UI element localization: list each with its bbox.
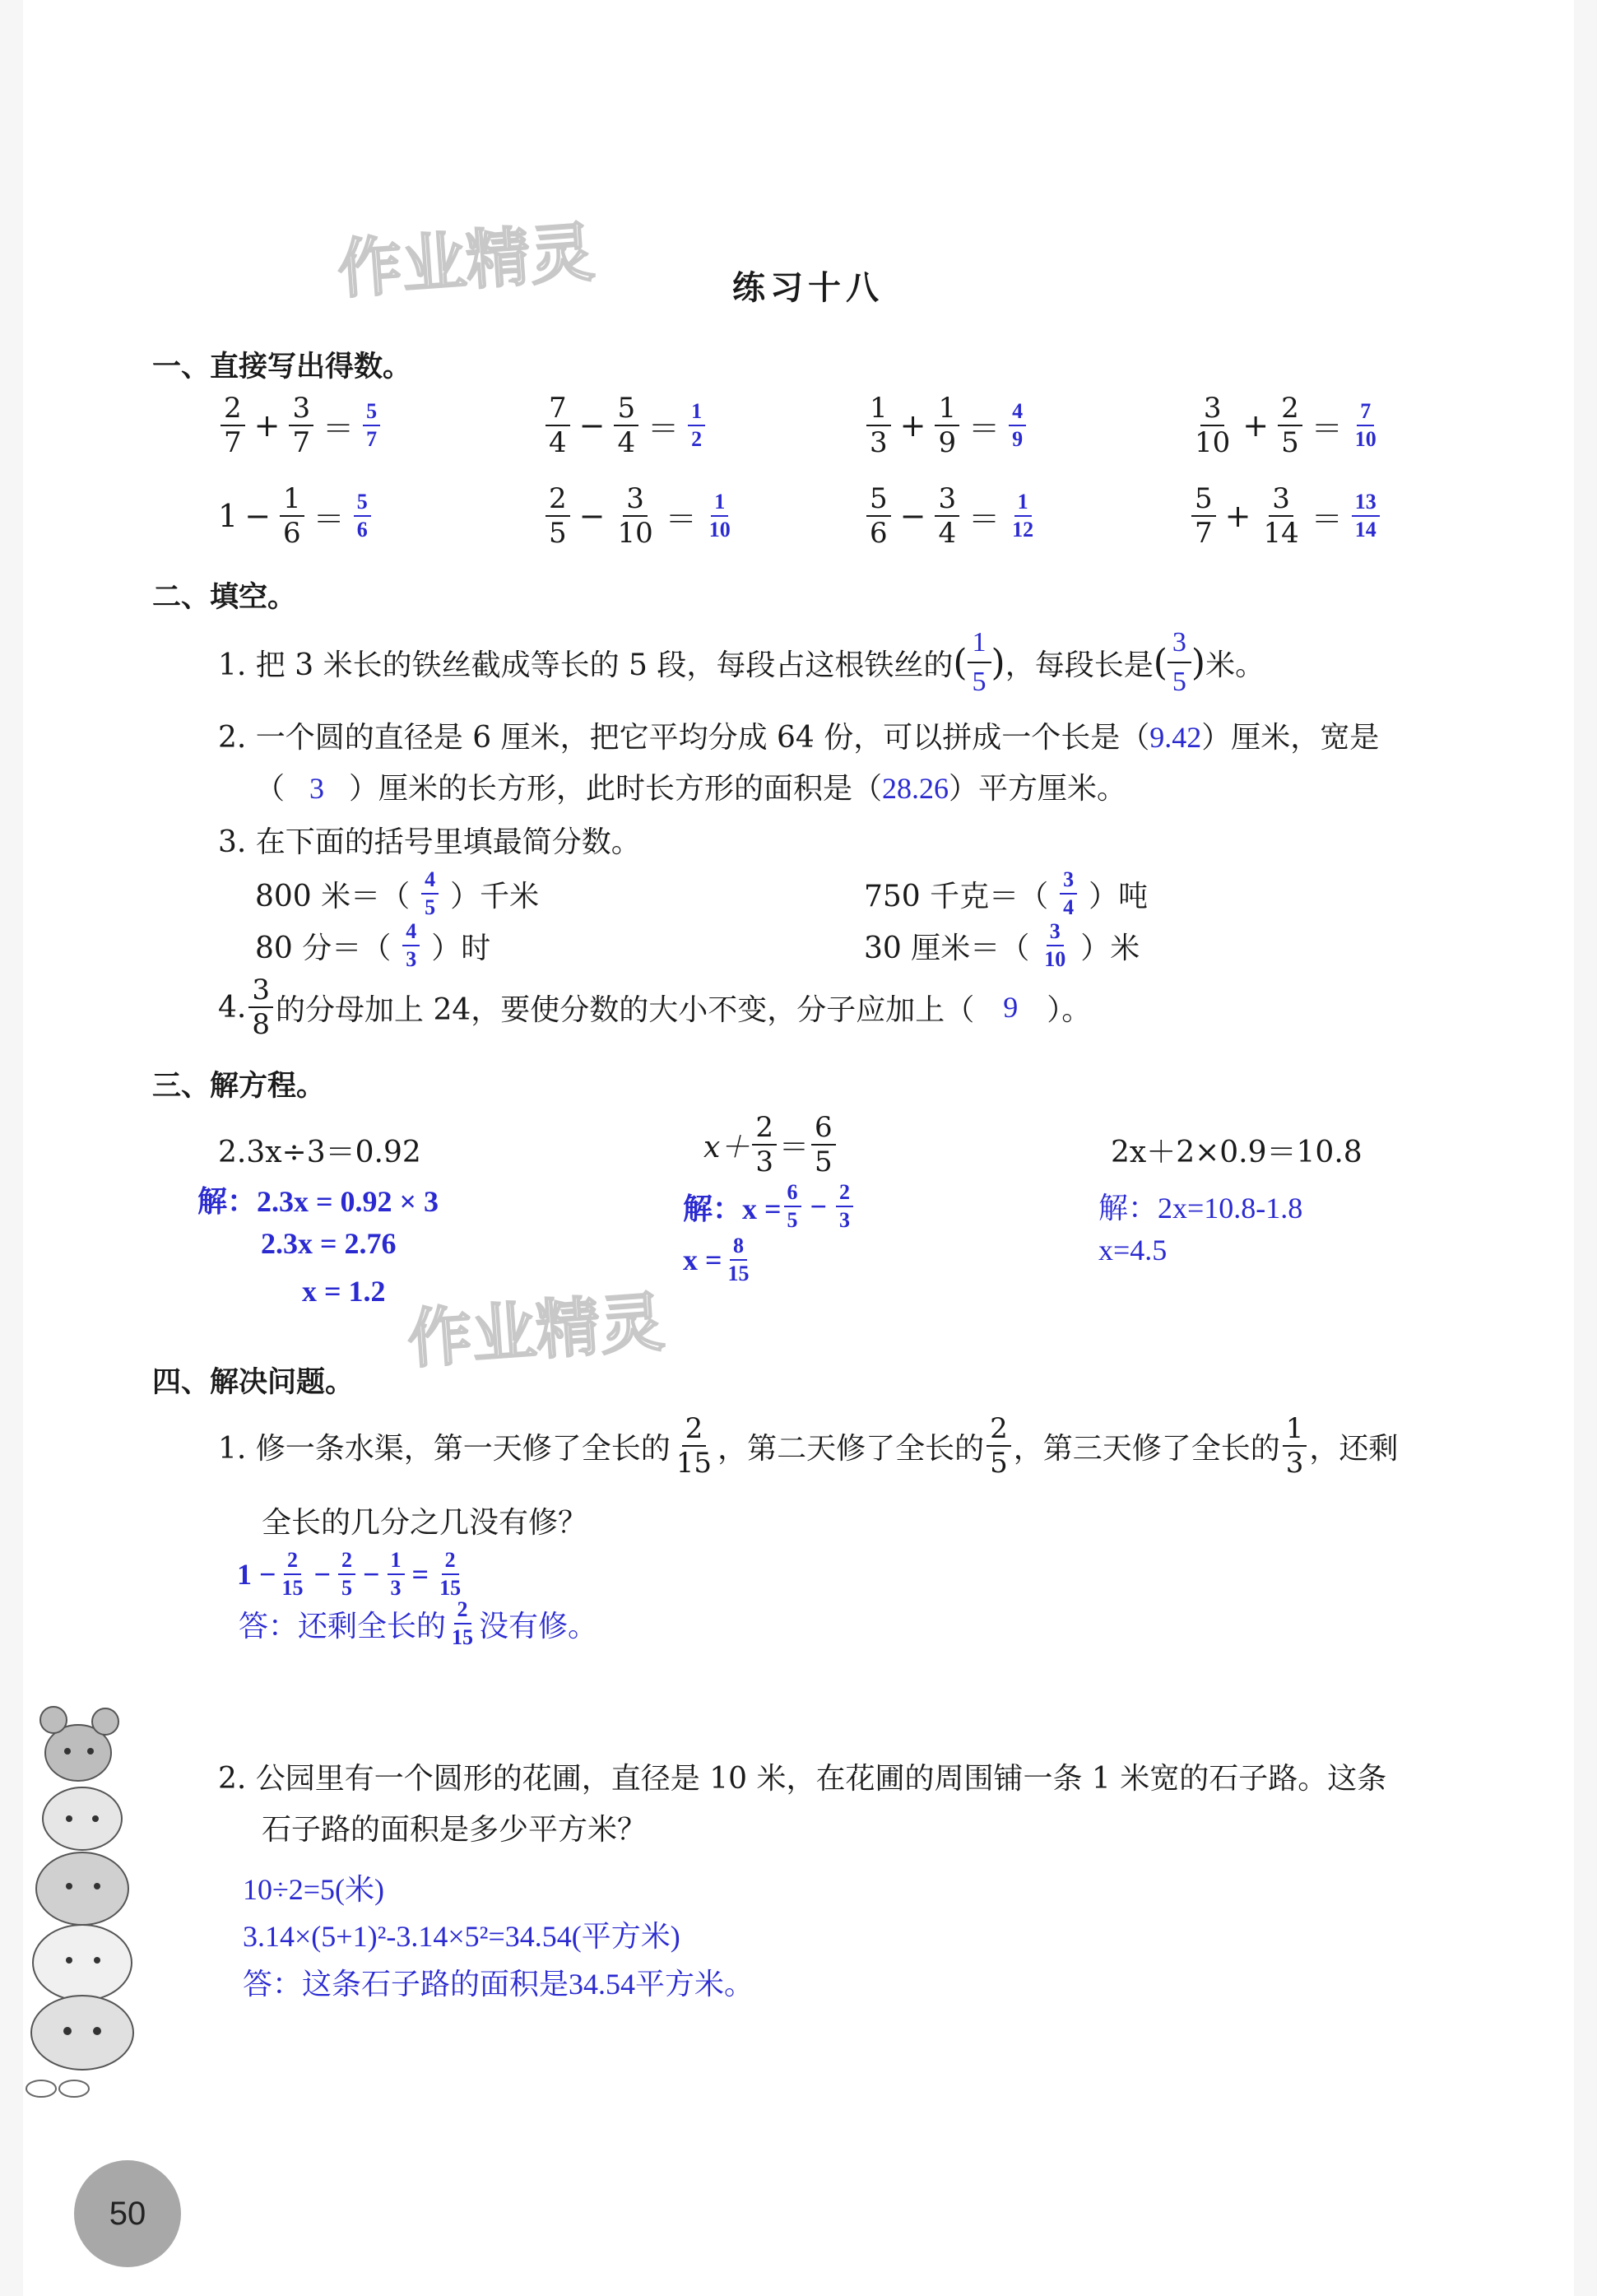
fill-q4-answer: 9 (1003, 991, 1019, 1024)
mental-math-problem: 5 6 − $\frac{3}{4}$ ＝ 1 12 (864, 484, 1039, 548)
problem2-step1: 10÷2=5(米) (243, 1873, 385, 1906)
answer-fraction: 1 12 (1012, 490, 1034, 541)
section2-heading: 二、填空。 (152, 581, 297, 614)
page-title: 练习十八 (732, 269, 884, 307)
unit-conversion-item: 800 米＝（ 4 5 ）千米 (255, 867, 540, 919)
equation1-problem: 2.3x÷3＝0.92 (218, 1136, 421, 1169)
fill-q1-answer2: 3 5 (1168, 627, 1191, 698)
fill-q2-answer2: 3 (309, 772, 325, 805)
fill-q1-suffix: 米。 (1205, 648, 1265, 682)
problem1-calculation: 1 − $\frac{2}{15}$ − $\frac{2}{5}$ − $\frac{1}{3}$ = $\frac{2}{15}$ (237, 1548, 462, 1600)
equation1-step1: 解：2.3x = 0.92 × 3 (197, 1185, 439, 1218)
page-number: 50 (74, 2160, 181, 2267)
mental-math-problem: 7 4 − $\frac{5}{4}$ ＝ 1 2 (543, 393, 708, 458)
fill-q4-fraction: 3 8 (248, 975, 273, 1039)
mental-math-problem: 3 10 + $\frac{2}{5}$ ＝ 7 10 (1189, 393, 1382, 458)
answer-fraction: 1 2 (688, 400, 705, 451)
problem2-answer: 答：这条石子路的面积是34.54平方米。 (243, 1968, 754, 2001)
paren-left: ( (953, 641, 968, 684)
fill-q1 (218, 627, 1265, 698)
equation3-step1: 解：2x=10.8-1.8 (1098, 1192, 1303, 1225)
equation2-step2: x = $\frac{8}{15}$ (683, 1234, 750, 1285)
answer-fraction: 7 10 (1354, 399, 1376, 451)
watermark-top: 作业精灵 (335, 216, 597, 308)
fill-q1-answer1: 1 5 (968, 627, 991, 698)
answer-fraction: 5 6 (354, 490, 371, 541)
watermark-middle: 作业精灵 (405, 1285, 667, 1378)
section4-heading: 四、解决问题。 (152, 1366, 355, 1399)
cartoon-animals-illustration (16, 1695, 156, 2107)
fill-q1-middle: ，每段长是 (1005, 648, 1154, 682)
answer-fraction: 13 14 (1352, 490, 1380, 541)
unit-conversion-item: 80 分＝（ 4 3 ）时 (255, 919, 491, 971)
fill-q1-prefix: 1. 把 3 米长的铁丝截成等长的 5 段，每段占这根铁丝的 (218, 648, 954, 682)
problem2-line2: 石子路的面积是多少平方米？ (262, 1813, 648, 1847)
section3-heading: 三、解方程。 (152, 1070, 326, 1103)
equation2-problem: x＋ 2 3 ＝ 6 5 (703, 1113, 838, 1177)
answer-fraction: 1 10 (708, 490, 731, 541)
mental-math-problem: 1 3 + $\frac{1}{9}$ ＝ 4 9 (864, 393, 1028, 458)
answer-fraction: 4 9 (1009, 400, 1026, 451)
fill-q2-line1: 2. 一个圆的直径是 6 厘米，把它平均分成 64 份，可以拼成一个长是（9.42）厘米，宽是 (218, 721, 1380, 755)
mental-math-problem: 2 5 − $\frac{3}{10}$ ＝ 1 10 (543, 484, 736, 548)
problem2-step2: 3.14×(5+1)²-3.14×5²=34.54(平方米) (243, 1920, 680, 1953)
equation2-step1: 解：x = $\frac{6}{5}$ − $\frac{2}{3}$ (683, 1181, 856, 1232)
section1-heading: 一、直接写出得数。 (152, 351, 412, 383)
equation1-step2: 2.3x = 2.76 (261, 1227, 397, 1260)
unit-conversion-item: 750 千克＝（ 3 4 ）吨 (864, 867, 1149, 919)
mental-math-problem: 5 7 + $\frac{3}{14}$ ＝ 13 14 (1189, 484, 1382, 548)
fill-q2-line2: （ 3 ）厘米的长方形，此时长方形的面积是（28.26）平方厘米。 (255, 772, 1127, 806)
answer-fraction: 5 7 (363, 400, 380, 451)
equation3-step2: x=4.5 (1098, 1234, 1168, 1267)
problem1-line1: 1. 修一条水渠，第一天修了全长的 2 15 ，第二天修了全长的 2 5 ，第三天修了全长的 1 3 ，还剩 (218, 1412, 1399, 1480)
fill-q4: 4. 3 8 的分母加上 24，要使分数的大小不变，分子应加上（ 9 ）。 (218, 974, 1092, 1041)
paren-right: ) (1191, 641, 1206, 684)
mental-math-problem: 2 7 + $\frac{3}{7}$ ＝ 5 7 (218, 393, 383, 458)
problem1-answer: 答：还剩全长的 2 15 没有修。 (239, 1597, 598, 1649)
paren-right: ) (991, 641, 1005, 684)
problem2-line1: 2. 公园里有一个圆形的花圃，直径是 10 米，在花圃的周围铺一条 1 米宽的石子路。这条 (218, 1762, 1387, 1796)
fill-q2-answer3: 28.26 (882, 772, 949, 805)
paren-left: ( (1153, 641, 1168, 684)
equation1-step3: x = 1.2 (302, 1275, 386, 1308)
mental-math-problem: 1 − $\frac{1}{6}$ ＝ 5 6 (218, 484, 374, 548)
problem1-line2: 全长的几分之几没有修？ (262, 1506, 588, 1540)
unit-conversion-item: 30 厘米＝（ 3 10 ）米 (864, 919, 1140, 971)
fill-q2-answer1: 9.42 (1149, 721, 1202, 754)
equation3-problem: 2x＋2×0.9＝10.8 (1111, 1136, 1363, 1169)
fill-q3-text: 3. 在下面的括号里填最简分数。 (218, 825, 641, 859)
